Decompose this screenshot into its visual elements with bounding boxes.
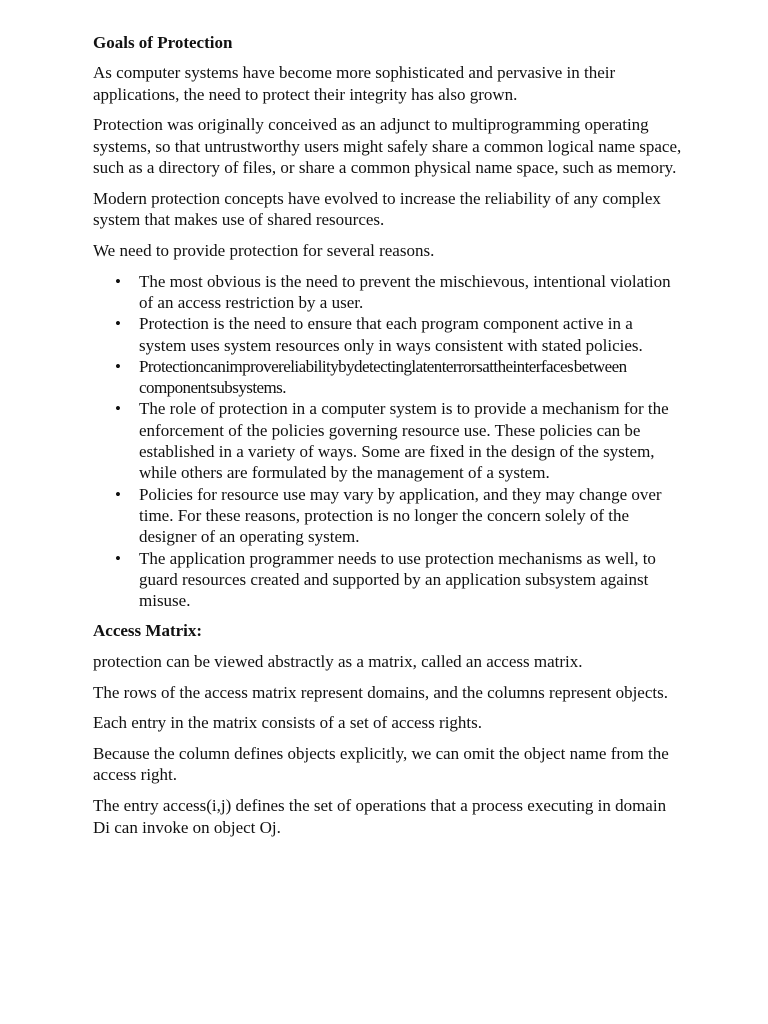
section-title-goals: Goals of Protection [93, 33, 233, 52]
paragraph: As computer systems have become more sophisticated and pervasive in their applications, the need to protect their integrity has also grown. [93, 63, 616, 104]
reasons-bullet-list [93, 271, 683, 612]
paragraph: The entry access(i,j) defines the set of operations that a process executing in domain Di can invoke on object Oj. [93, 796, 667, 837]
paragraph: We need to provide protection for several reasons. [93, 240, 435, 260]
paragraph: The rows of the access matrix represent domains, and the columns represent objects. [93, 682, 668, 702]
list-item: • The application programmer needs to use protection mechanisms as well, to guard resources created and supported by an application subsystem against misuse. [93, 548, 683, 612]
list-item: • The role of protection in a computer system is to provide a mechanism for the enforcement of the policies governing resource use. These policies can be established in a variety of ways. Some are fixed in the design of the system, while others are formulated by the management of a system. [93, 398, 683, 483]
paragraph: Modern protection concepts have evolved to increase the reliability of any complex system that makes use of shared resources. [93, 188, 661, 230]
list-item: • Policies for resource use may vary by application, and they may change over time. For these reasons, protection is no longer the concern solely of the designer of an operating system. [93, 484, 683, 548]
paragraph: protection can be viewed abstractly as a matrix, called an access matrix. [93, 651, 583, 671]
list-item: • Protectioncanimprovereliabilitybydetectinglatenterrorsattheinterfaces between component subsystems. [93, 356, 683, 399]
paragraph: Because the column defines objects explicitly, we can omit the object name from the access right. [93, 744, 669, 785]
document-page [93, 32, 683, 847]
paragraph: Each entry in the matrix consists of a set of access rights. [93, 713, 482, 733]
paragraph: Protection was originally conceived as an adjunct to multiprogramming operating systems, so that untrustworthy users might safely share a common logical name space, such as a directory of files, or share a common physical name space, such as memory. [93, 115, 682, 177]
section-title-access-matrix: Access Matrix: [93, 621, 203, 641]
list-item: • Protection is the need to ensure that each program component active in a system uses system resources only in ways consistent with stated policies. [93, 313, 683, 356]
list-item: • The most obvious is the need to prevent the mischievous, intentional violation of an access restriction by a user. [93, 271, 683, 314]
